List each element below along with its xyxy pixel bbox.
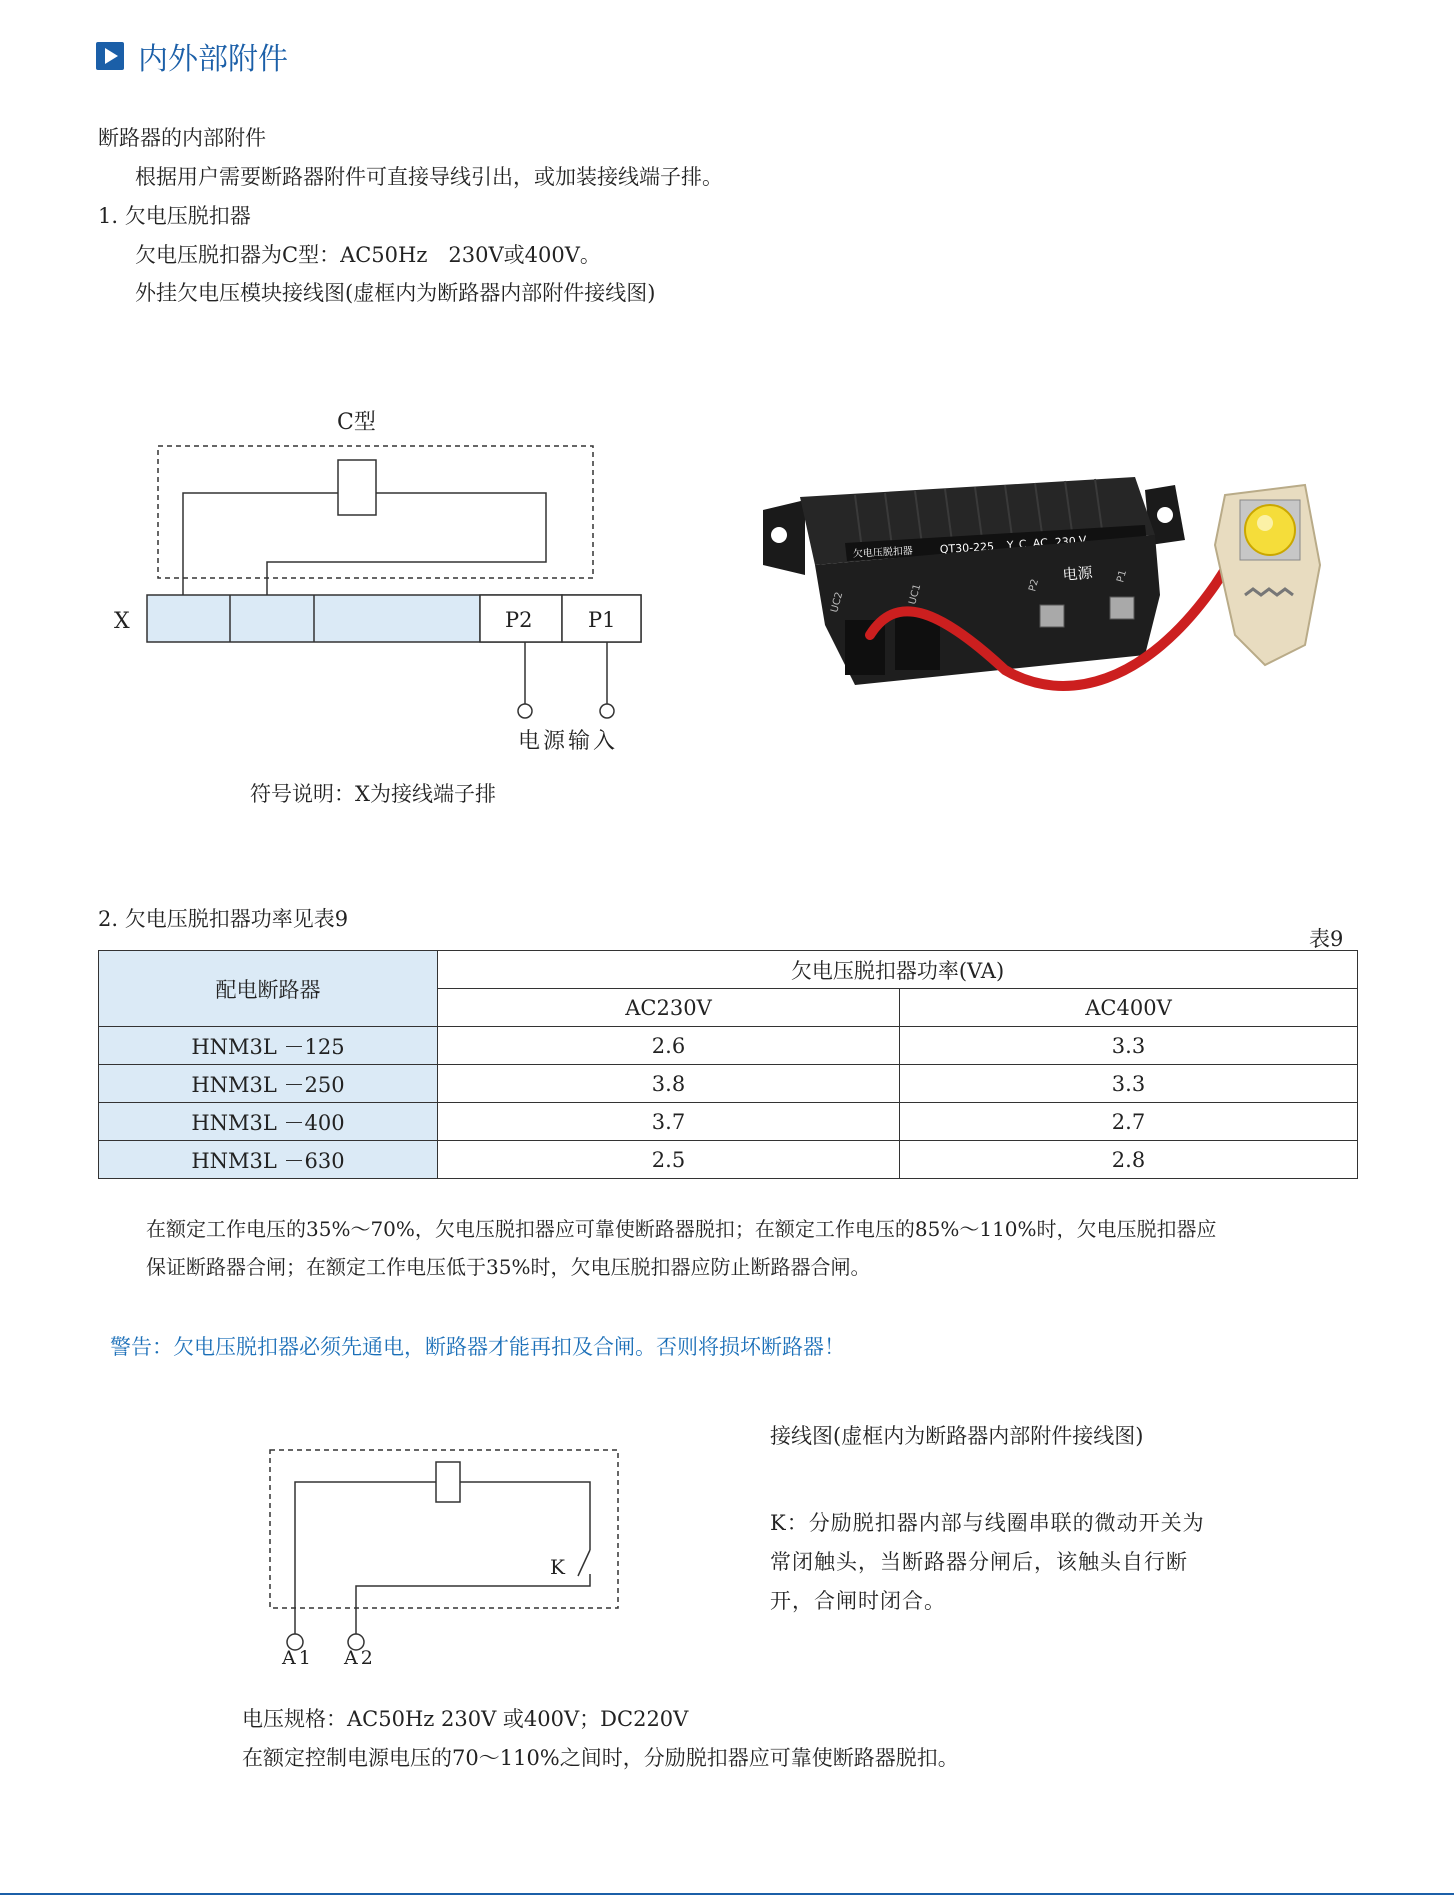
table-row [99,1103,1358,1141]
header-breaker: 配电断路器 [99,951,438,1027]
p1-label: P1 [588,608,616,632]
control-voltage-note: 在额定控制电源电压的70～110%之间时，分励脱扣器应可靠使断路器脱扣。 [242,1746,959,1770]
wire-k-return [356,1574,590,1635]
play-icon [96,42,124,70]
code-v: 230 [1054,534,1077,549]
p1-photo-label: P1 [1115,568,1130,584]
coil-symbol [338,460,376,515]
section1-line1: 欠电压脱扣器为C型：AC50Hz 230V或400V。 [135,243,601,267]
p2-label: P2 [505,608,533,632]
intro-text: 根据用户需要断路器附件可直接导线引出，或加装接线端子排。 [135,165,723,189]
a1-label: A1 [282,1647,314,1665]
header-ac400: AC400V [900,989,1358,1027]
cell-ac400: 2.8 [900,1141,1358,1179]
p2-photo-label: P2 [1027,577,1042,593]
section2-title: 2. 欠电压脱扣器功率见表9 [98,907,349,931]
cell-model: HNM3L －250 [99,1065,438,1103]
mount-hole [771,527,787,543]
power-table [98,950,1358,1179]
k-desc-line3: 开，合闸时闭合。 [770,1589,946,1613]
code-ac: AC [1032,536,1049,550]
coil-symbol [436,1462,460,1502]
cell-model: HNM3L －400 [99,1103,438,1141]
cell-ac230: 2.5 [438,1141,900,1179]
table-row [99,1141,1358,1179]
wiring-diagram-c-type [100,400,660,760]
yellow-coil [1245,505,1295,555]
x-label: X [114,609,130,634]
power-label: 电源 [1061,563,1094,584]
table-row [99,1027,1358,1065]
symbol-legend: 符号说明：X为接线端子排 [250,782,496,806]
header-ac230: AC230V [438,989,900,1027]
cell-ac230: 3.8 [438,1065,900,1103]
cell-model: HNM3L －630 [99,1141,438,1179]
undervoltage-module-photo [745,455,1385,745]
cell-ac400: 2.7 [900,1103,1358,1141]
code-vunit: V [1078,533,1087,547]
cell-model: HNM3L －125 [99,1027,438,1065]
voltage-spec: 电压规格：AC50Hz 230V 或400V；DC220V [242,1707,689,1731]
footer-divider [0,1893,1454,1895]
wire-left [183,493,338,595]
table-label: 表9 [1309,927,1344,951]
model-code: QT30-225 [939,540,995,556]
coil-highlight [1257,515,1273,531]
uc2-label: UC2 [829,590,846,614]
k-label: K [550,1555,565,1579]
header-power: 欠电压脱扣器功率(VA) [438,951,1358,989]
section1-title: 1. 欠电压脱扣器 [98,204,251,228]
k-desc-line1: K：分励脱扣器内部与线圈串联的微动开关为 [770,1511,1205,1535]
k-desc-line2: 常闭触头，当断路器分闸后，该触头自行断 [770,1550,1188,1574]
diagram2-caption: 接线图(虚框内为断路器内部附件接线图) [770,1424,1144,1448]
wire-right [460,1482,590,1550]
cell-ac400: 3.3 [900,1065,1358,1103]
power-input-label: 电源输入 [518,729,619,754]
terminal-screw-p2 [1040,605,1064,627]
table-row [99,1065,1358,1103]
connector [895,615,940,670]
warning-text: 警告：欠电压脱扣器必须先通电，断路器才能再扣及合闸。否则将损坏断路器！ [110,1335,845,1359]
cell-ac230: 2.6 [438,1027,900,1065]
page-title: 内外部附件 [138,42,288,77]
shunt-wiring-diagram [260,1440,630,1665]
terminal-p2 [518,704,532,718]
notes-line2: 保证断路器合闸；在额定工作电压低于35%时，欠电压脱扣器应防止断路器合闸。 [146,1255,871,1279]
notes-line1: 在额定工作电压的35%～70%，欠电压脱扣器应可靠使断路器脱扣；在额定工作电压的85%～110%时，欠电压脱扣器应 [146,1217,1217,1241]
section-heading: 断路器的内部附件 [98,126,266,150]
terminal-screw-p1 [1110,597,1134,619]
switch-k [578,1550,590,1576]
wire-left [295,1482,436,1635]
c-type-label: C型 [337,410,376,435]
cell-ac400: 3.3 [900,1027,1358,1065]
code-y: Y [1006,538,1014,552]
uc1-label: UC1 [907,582,924,606]
module-label: 欠电压脱扣器 [852,545,914,560]
wire-right [267,493,546,595]
a2-label: A2 [344,1647,376,1665]
terminal-p1 [600,704,614,718]
code-c: C [1018,537,1027,551]
cell-ac230: 3.7 [438,1103,900,1141]
section1-line2: 外挂欠电压模块接线图(虚框内为断路器内部附件接线图) [135,281,656,305]
mount-hole [1157,507,1173,523]
dashed-frame [270,1450,618,1608]
